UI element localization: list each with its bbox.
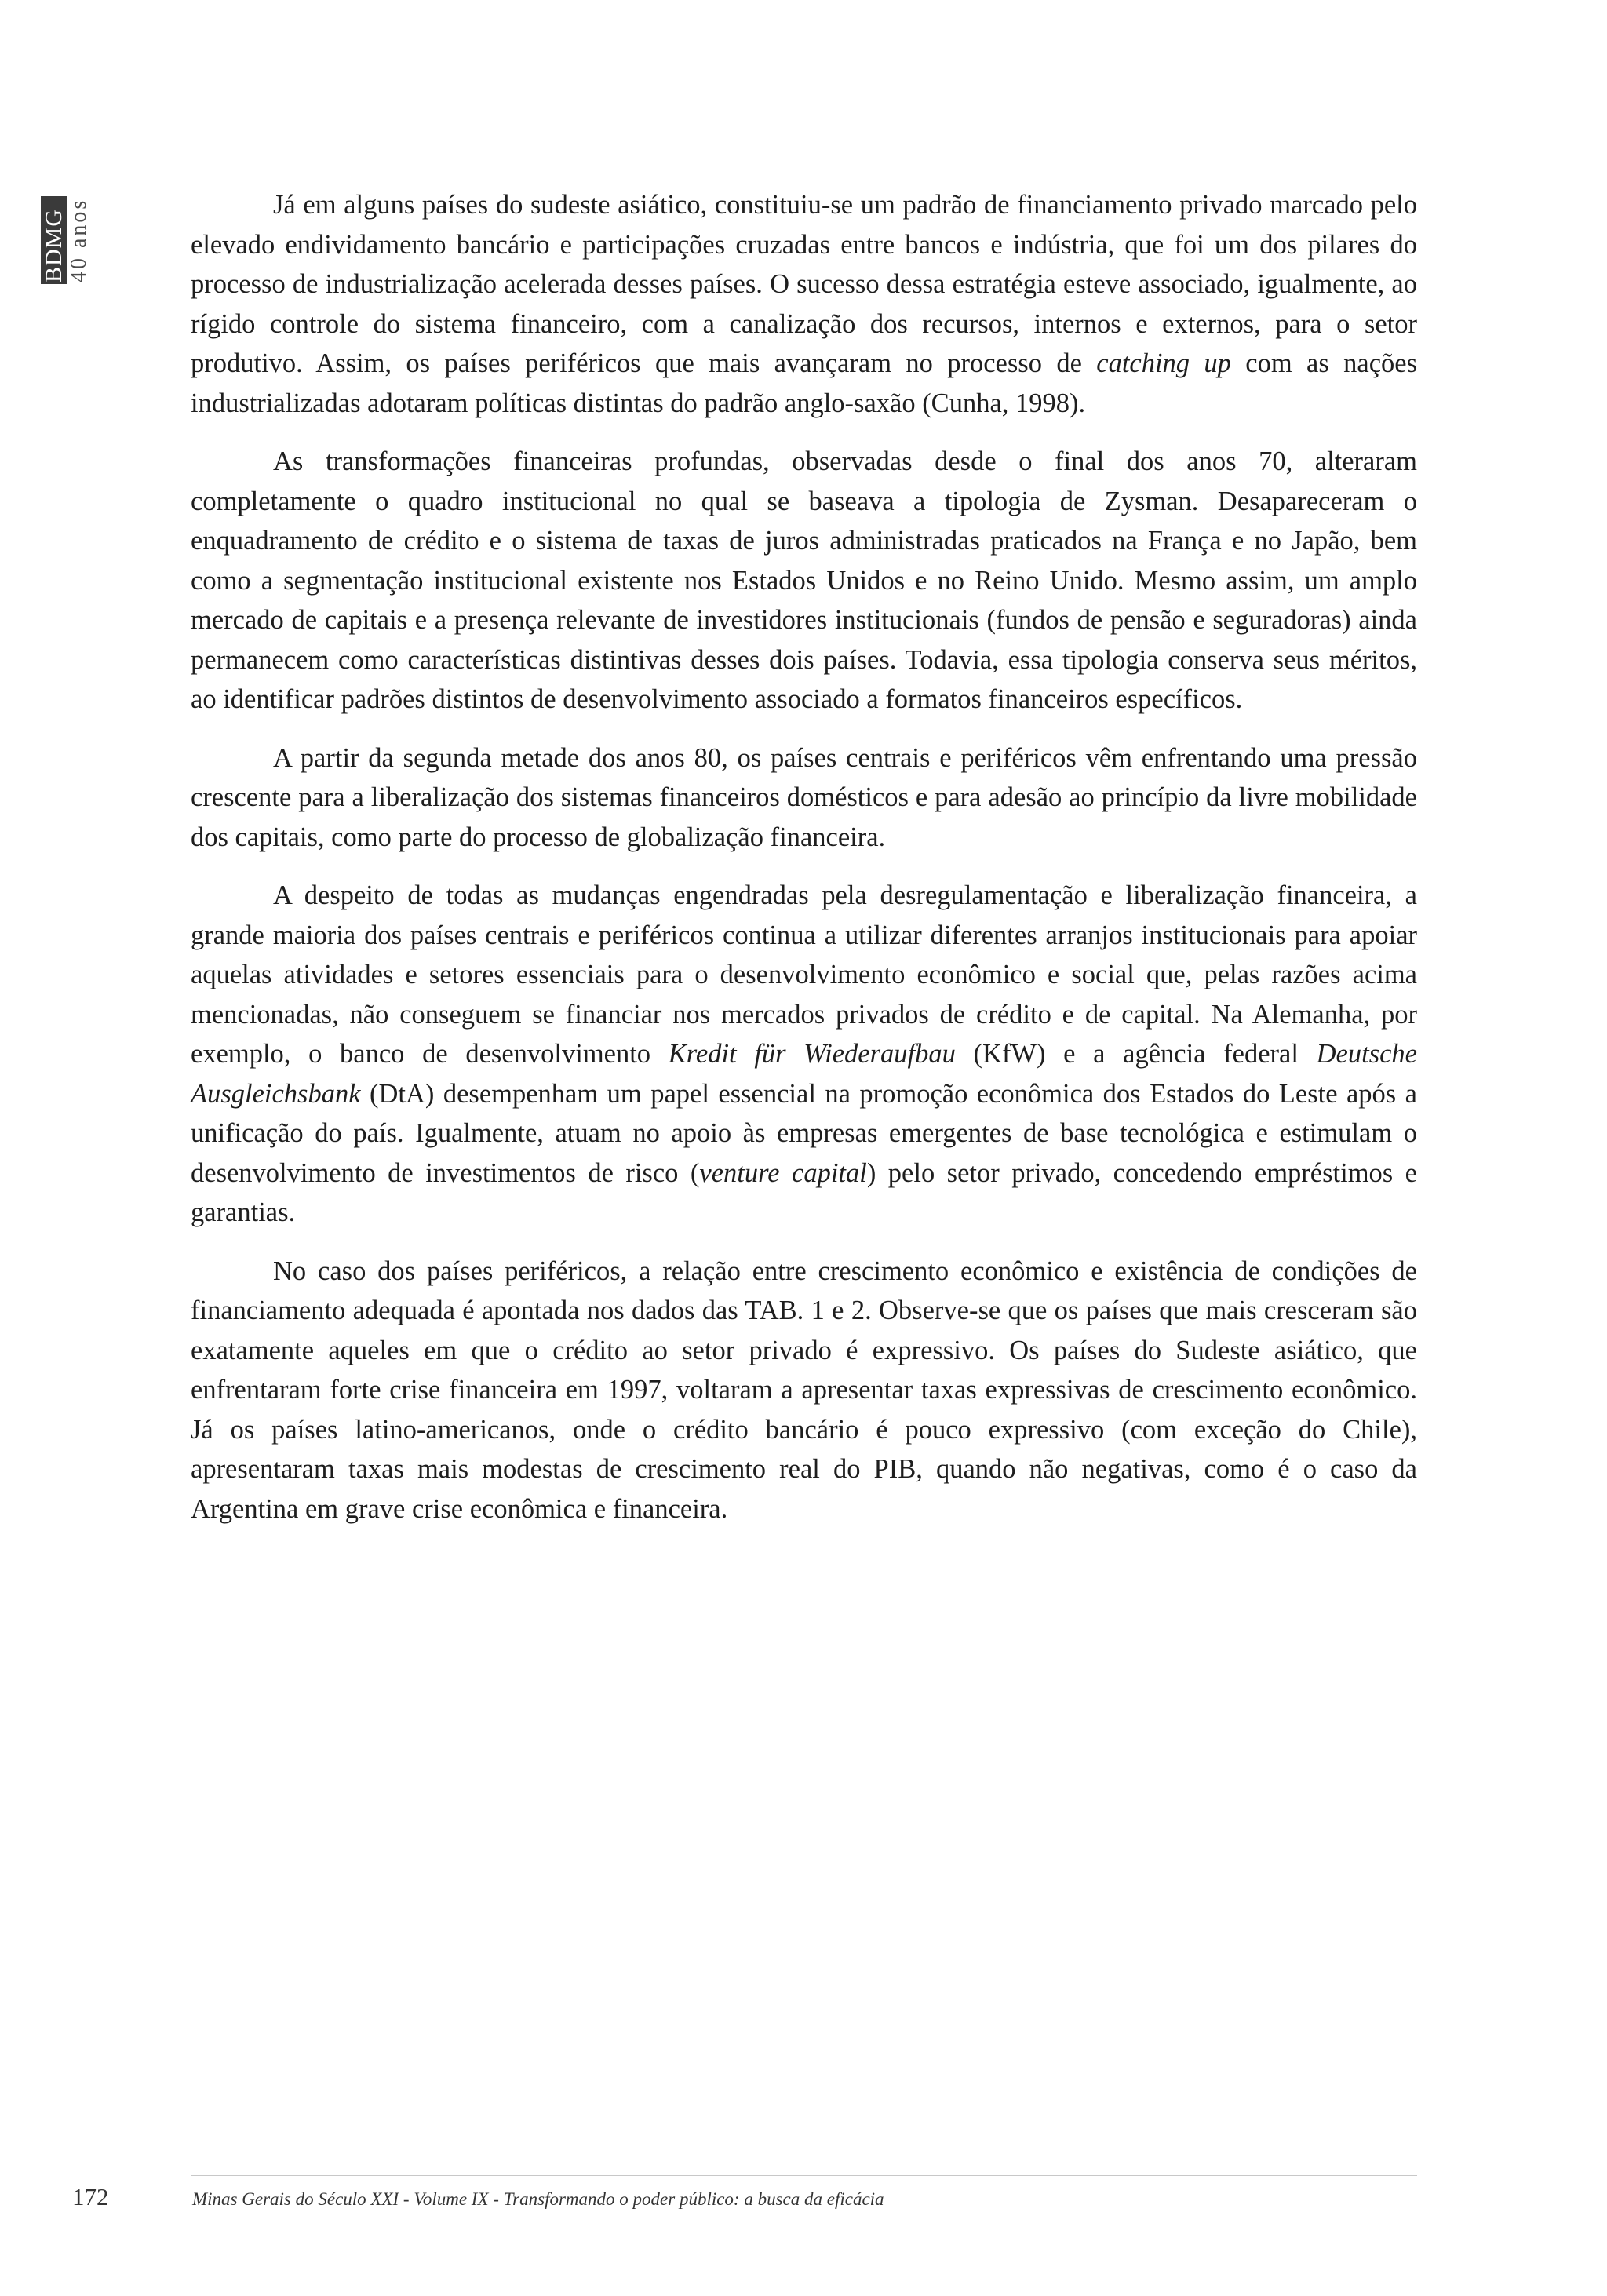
paragraph <box>191 738 1417 858</box>
italic-segment: Deutsche Ausgleichsbank <box>191 1039 1417 1109</box>
text-segment: A despeito de todas as mudanças engendradas pela desregulamentação e liberalização financeira, a grande maioria dos países centrais e periféricos continua a utilizar diferentes arranjos institucionais para apoiar aquelas atividades e setores essenciais para o desenvolvimento econômico e social que, pelas razões acima mencionadas, não conseguem se financiar nos mercados privados de crédito e de capital. Na Alemanha, por exemplo, o banco de desenvolvimento <box>191 880 1417 1069</box>
italic-segment: venture capital <box>699 1157 867 1188</box>
text-segment: A partir da segunda metade dos anos 80, os países centrais e periféricos vêm enfrentando uma pressão crescente para a liberalização dos sistemas financeiros domésticos e para adesão ao princípio da livre mobilidade dos capitais, como parte do processo de globalização financeira. <box>191 742 1417 852</box>
body-text <box>191 185 1417 1547</box>
text-segment: As transformações financeiras profundas, observadas desde o final dos anos 70, alteraram completamente o quadro institucional no qual se baseava a tipologia de Zysman. Desapareceram o enquadramento de crédito e o sistema de taxas de juros administradas praticados na França e no Japão, bem como a segmentação institucional existente nos Estados Unidos e no Reino Unido. Mesmo assim, um amplo mercado de capitais e a presença relevante de investidores institucionais (fundos de pensão e seguradoras) ainda permanecem como características distintivas desses dois países. Todavia, essa tipologia conserva seus méritos, ao identificar padrões distintos de desenvolvimento associado a formatos financeiros específicos. <box>191 446 1417 714</box>
text-segment: ) pelo setor privado, concedendo empréstimos e garantias. <box>191 1157 1417 1227</box>
footer-rule <box>191 2175 1417 2176</box>
page-number: 172 <box>72 2183 109 2210</box>
text-segment: (KfW) e a agência federal <box>955 1039 1317 1069</box>
paragraph <box>191 185 1417 423</box>
paragraph <box>191 1252 1417 1529</box>
italic-segment: Kredit für Wiederaufbau <box>668 1039 956 1069</box>
side-badge <box>41 196 102 284</box>
text-segment: No caso dos países periféricos, a relação entre crescimento econômico e existência de condições de financiamento adequada é apontada nos dados das TAB. 1 e 2. Observe-se que os países que mais cresceram são exatamente aqueles em que o crédito ao setor privado é expressivo. Os países do Sudeste asiático, que enfrentaram forte crise financeira em 1997, voltaram a apresentar taxas expressivas de crescimento econômico. Já os países latino-americanos, onde o crédito bancário é pouco expressivo (com exceção do Chile), apresentaram taxas mais modestas de crescimento real do PIB, quando não negativas, como é o caso da Argentina em grave crise econômica e financeira. <box>191 1256 1417 1524</box>
paragraph <box>191 876 1417 1233</box>
paragraph <box>191 442 1417 720</box>
text-segment: (DtA) desempenham um papel essencial na promoção econômica dos Estados do Leste após a unificação do país. Igualmente, atuam no apoio às empresas emergentes de base tecnológica e estimulam o desenvolvimento de investimentos de risco ( <box>191 1078 1417 1188</box>
italic-segment: catching up <box>1096 348 1231 378</box>
side-badge-primary: BDMG <box>41 196 67 284</box>
text-segment: com as nações industrializadas adotaram políticas distintas do padrão anglo-saxão (Cunha, 1998). <box>191 348 1417 418</box>
side-badge-rotated <box>41 196 91 284</box>
text-segment: Já em alguns países do sudeste asiático, constituiu-se um padrão de financiamento privado marcado pelo elevado endividamento bancário e participações cruzadas entre bancos e indústria, que foi um dos pilares do processo de industrialização acelerada desses países. O sucesso dessa estratégia esteve associado, igualmente, ao rígido controle do sistema financeiro, com a canalização dos recursos, internos e externos, para o setor produtivo. Assim, os países periféricos que mais avançaram no processo de <box>191 190 1417 378</box>
side-badge-secondary: 40 anos <box>67 198 91 282</box>
running-footer: Minas Gerais do Século XXI - Volume IX - Transformando o poder público: a busca da eficácia <box>192 2189 884 2209</box>
